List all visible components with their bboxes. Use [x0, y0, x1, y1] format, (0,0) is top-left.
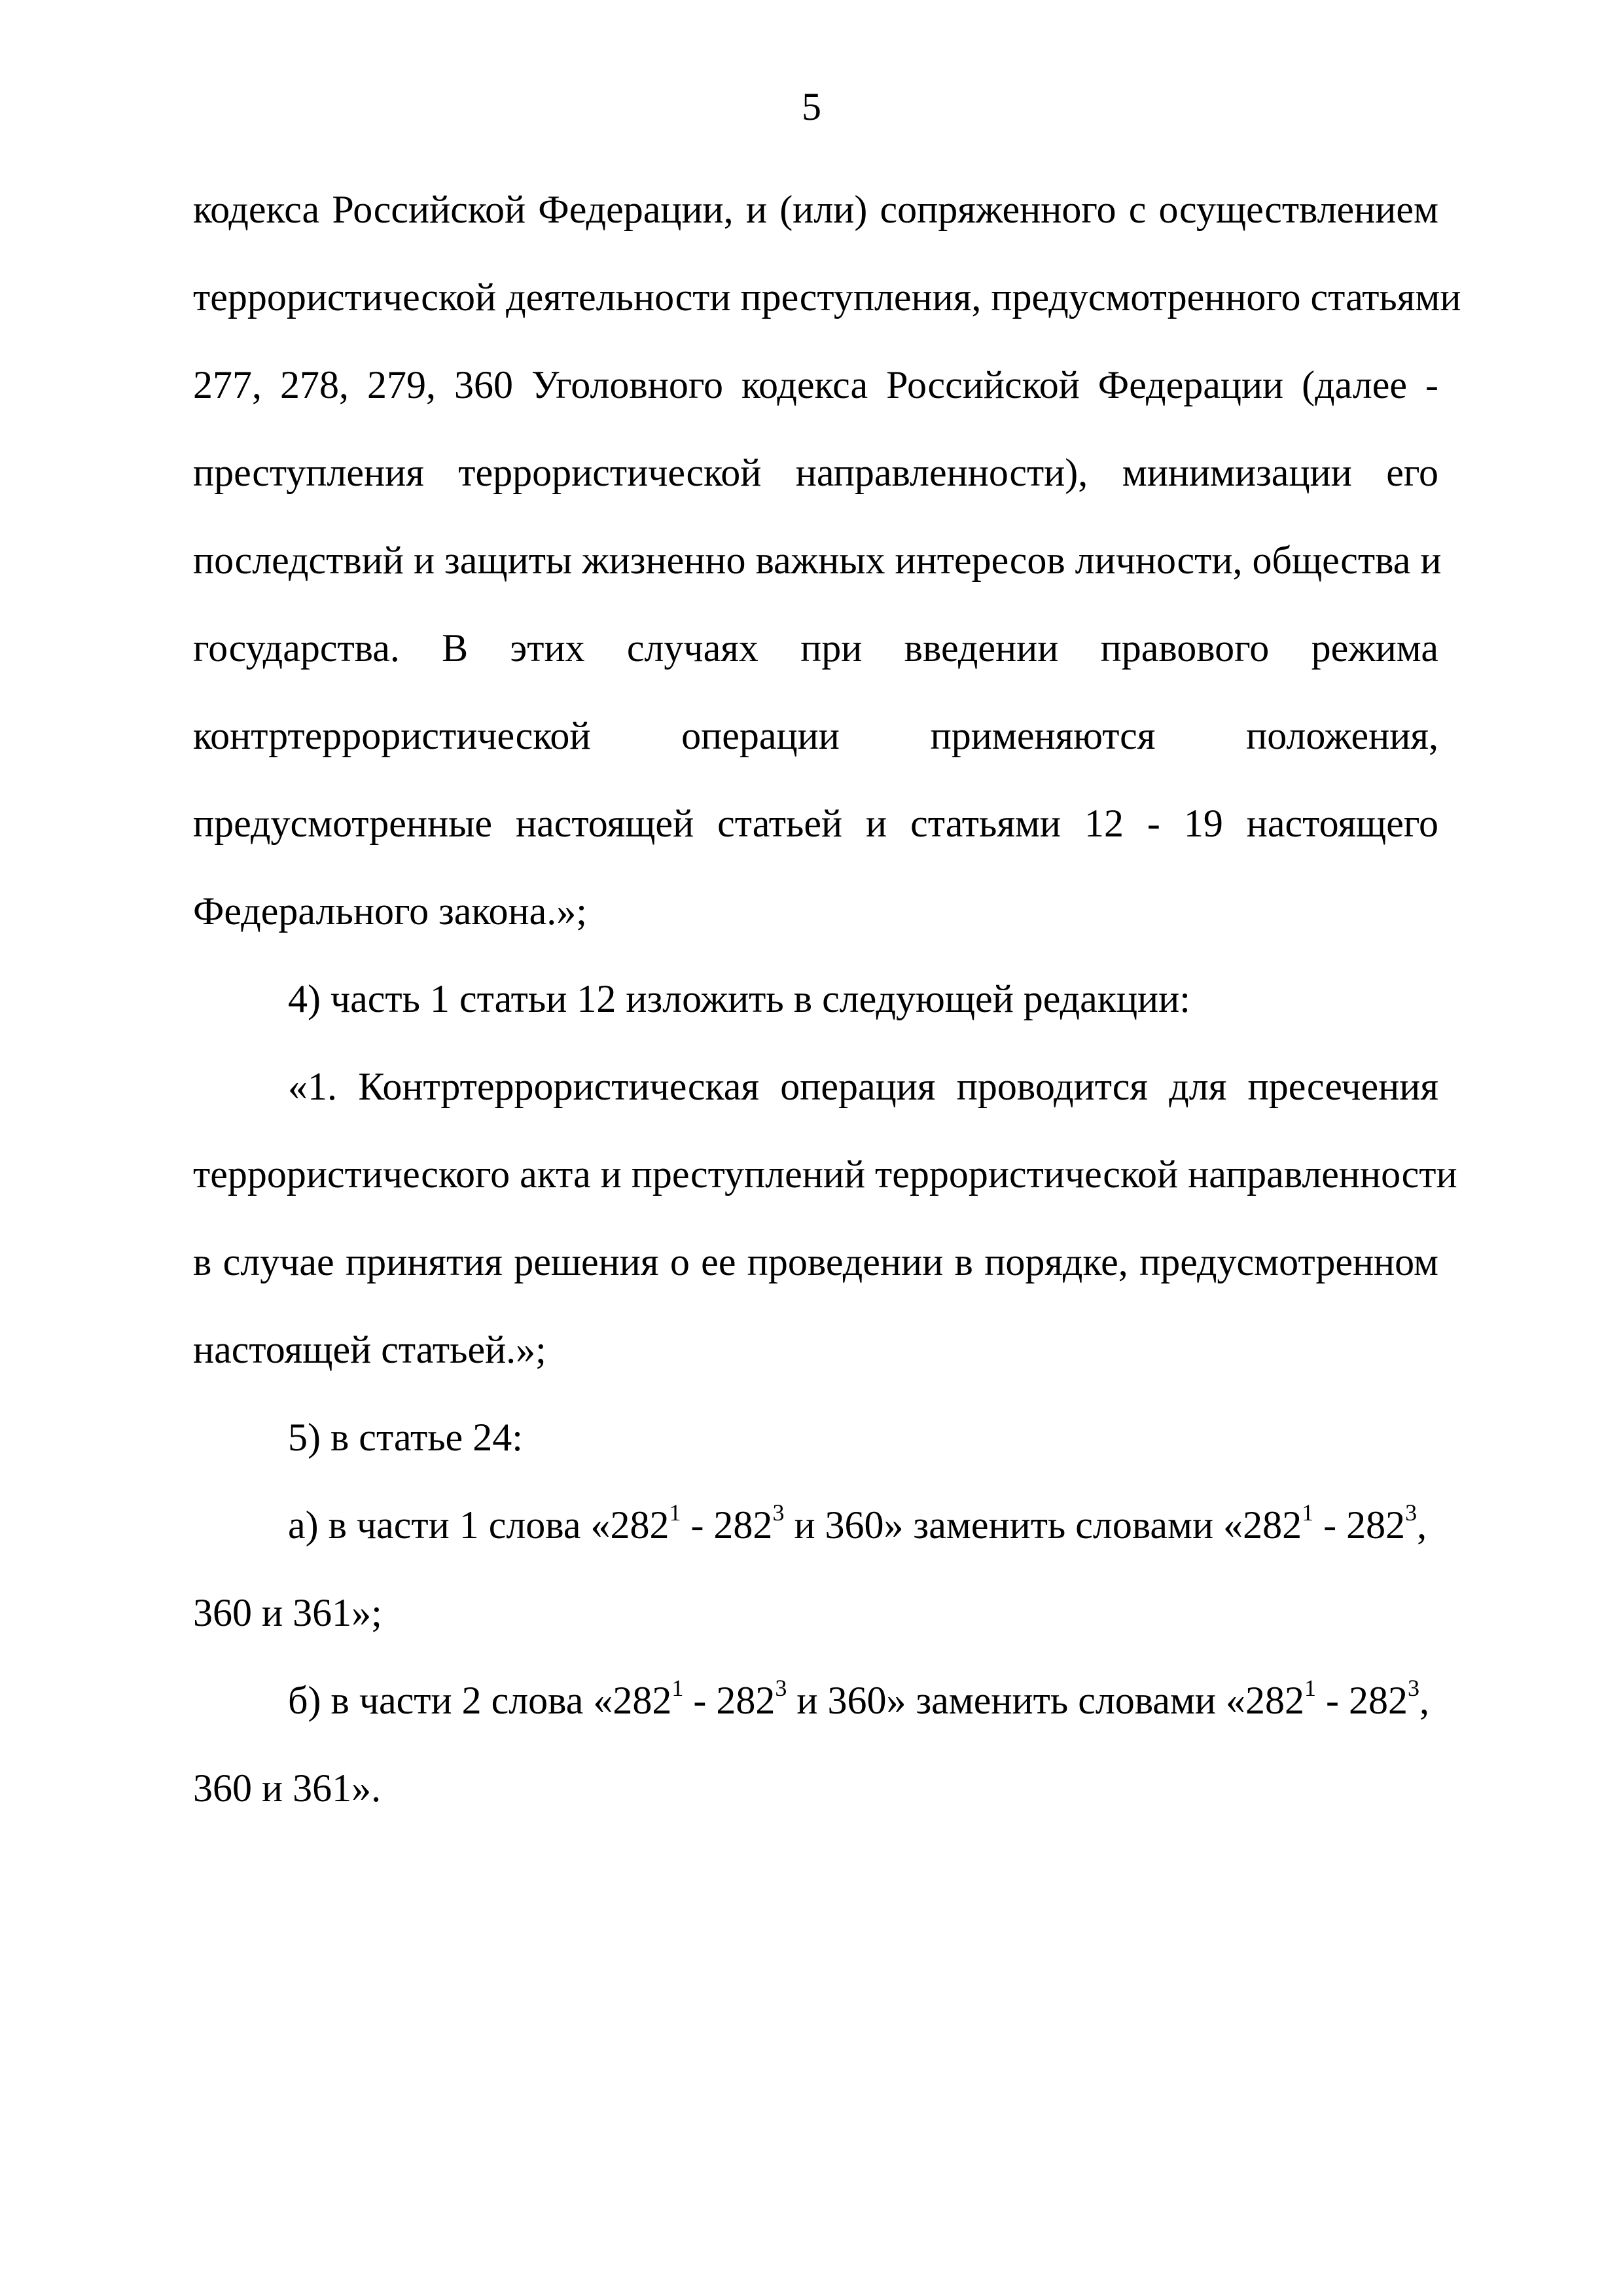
quote-line-1: «1. Контртеррористическая операция проводится для пресечения — [288, 1065, 1438, 1108]
item-b-mid1: - 282 — [683, 1679, 776, 1722]
item-b-suffix: , — [1419, 1679, 1429, 1722]
item-a-mid2: и 360» заменить словами «282 — [784, 1503, 1302, 1547]
item-5-heading: 5) в статье 24: — [288, 1416, 523, 1459]
item-a-sup4: 3 — [1405, 1499, 1418, 1526]
item-a-sup3: 1 — [1302, 1499, 1314, 1526]
text-line-9: Федерального закона.»; — [193, 889, 587, 933]
item-b-sup3: 1 — [1304, 1675, 1317, 1701]
item-a-prefix: а) в части 1 слова «282 — [288, 1503, 669, 1547]
item-b-sup1: 1 — [671, 1675, 684, 1701]
text-line-6: государства. В этих случаях при введении правового режима — [193, 626, 1438, 670]
item-b-mid3: - 282 — [1316, 1679, 1408, 1722]
text-line-8: предусмотренные настоящей статьей и статьями 12 - 19 настоящего — [193, 802, 1438, 845]
item-a-mid3: - 282 — [1313, 1503, 1406, 1547]
text-line-3: 277, 278, 279, 360 Уголовного кодекса Российской Федерации (далее - — [193, 363, 1438, 406]
text-line-1: кодекса Российской Федерации, и (или) сопряженного с осуществлением — [193, 188, 1438, 231]
item-b-continuation: 360 и 361». — [193, 1767, 382, 1810]
item-b-sup4: 3 — [1408, 1675, 1419, 1701]
item-a-suffix: , — [1417, 1503, 1427, 1547]
text-line-5: последствий и защиты жизненно важных интересов личности, общества и — [193, 539, 1442, 582]
item-a-sup1: 1 — [669, 1499, 681, 1526]
item-4-heading: 4) часть 1 статьи 12 изложить в следующей редакции: — [288, 977, 1190, 1020]
item-b-prefix: б) в части 2 слова «282 — [288, 1679, 672, 1722]
text-line-4: преступления террористической направленности), минимизации его — [193, 451, 1438, 494]
item-a-line — [288, 1499, 1438, 1548]
quote-line-4: настоящей статьей.»; — [193, 1328, 546, 1371]
text-line-7: контртеррористической операции применяются положения, — [193, 714, 1438, 757]
text-line-2: террористической деятельности преступления, предусмотренного статьями — [193, 276, 1461, 319]
item-a-sup2: 3 — [772, 1499, 785, 1526]
item-b-line — [288, 1677, 1438, 1723]
quote-line-3: в случае принятия решения о ее проведении в порядке, предусмотренном — [193, 1240, 1438, 1283]
item-b-mid2: и 360» заменить словами «282 — [787, 1679, 1305, 1722]
item-a-continuation: 360 и 361»; — [193, 1591, 382, 1634]
item-b-sup2: 3 — [775, 1675, 787, 1701]
page-number: 5 — [802, 85, 821, 128]
item-a-mid1: - 282 — [681, 1503, 773, 1547]
quote-line-2: террористического акта и преступлений террористической направленности — [193, 1153, 1457, 1196]
